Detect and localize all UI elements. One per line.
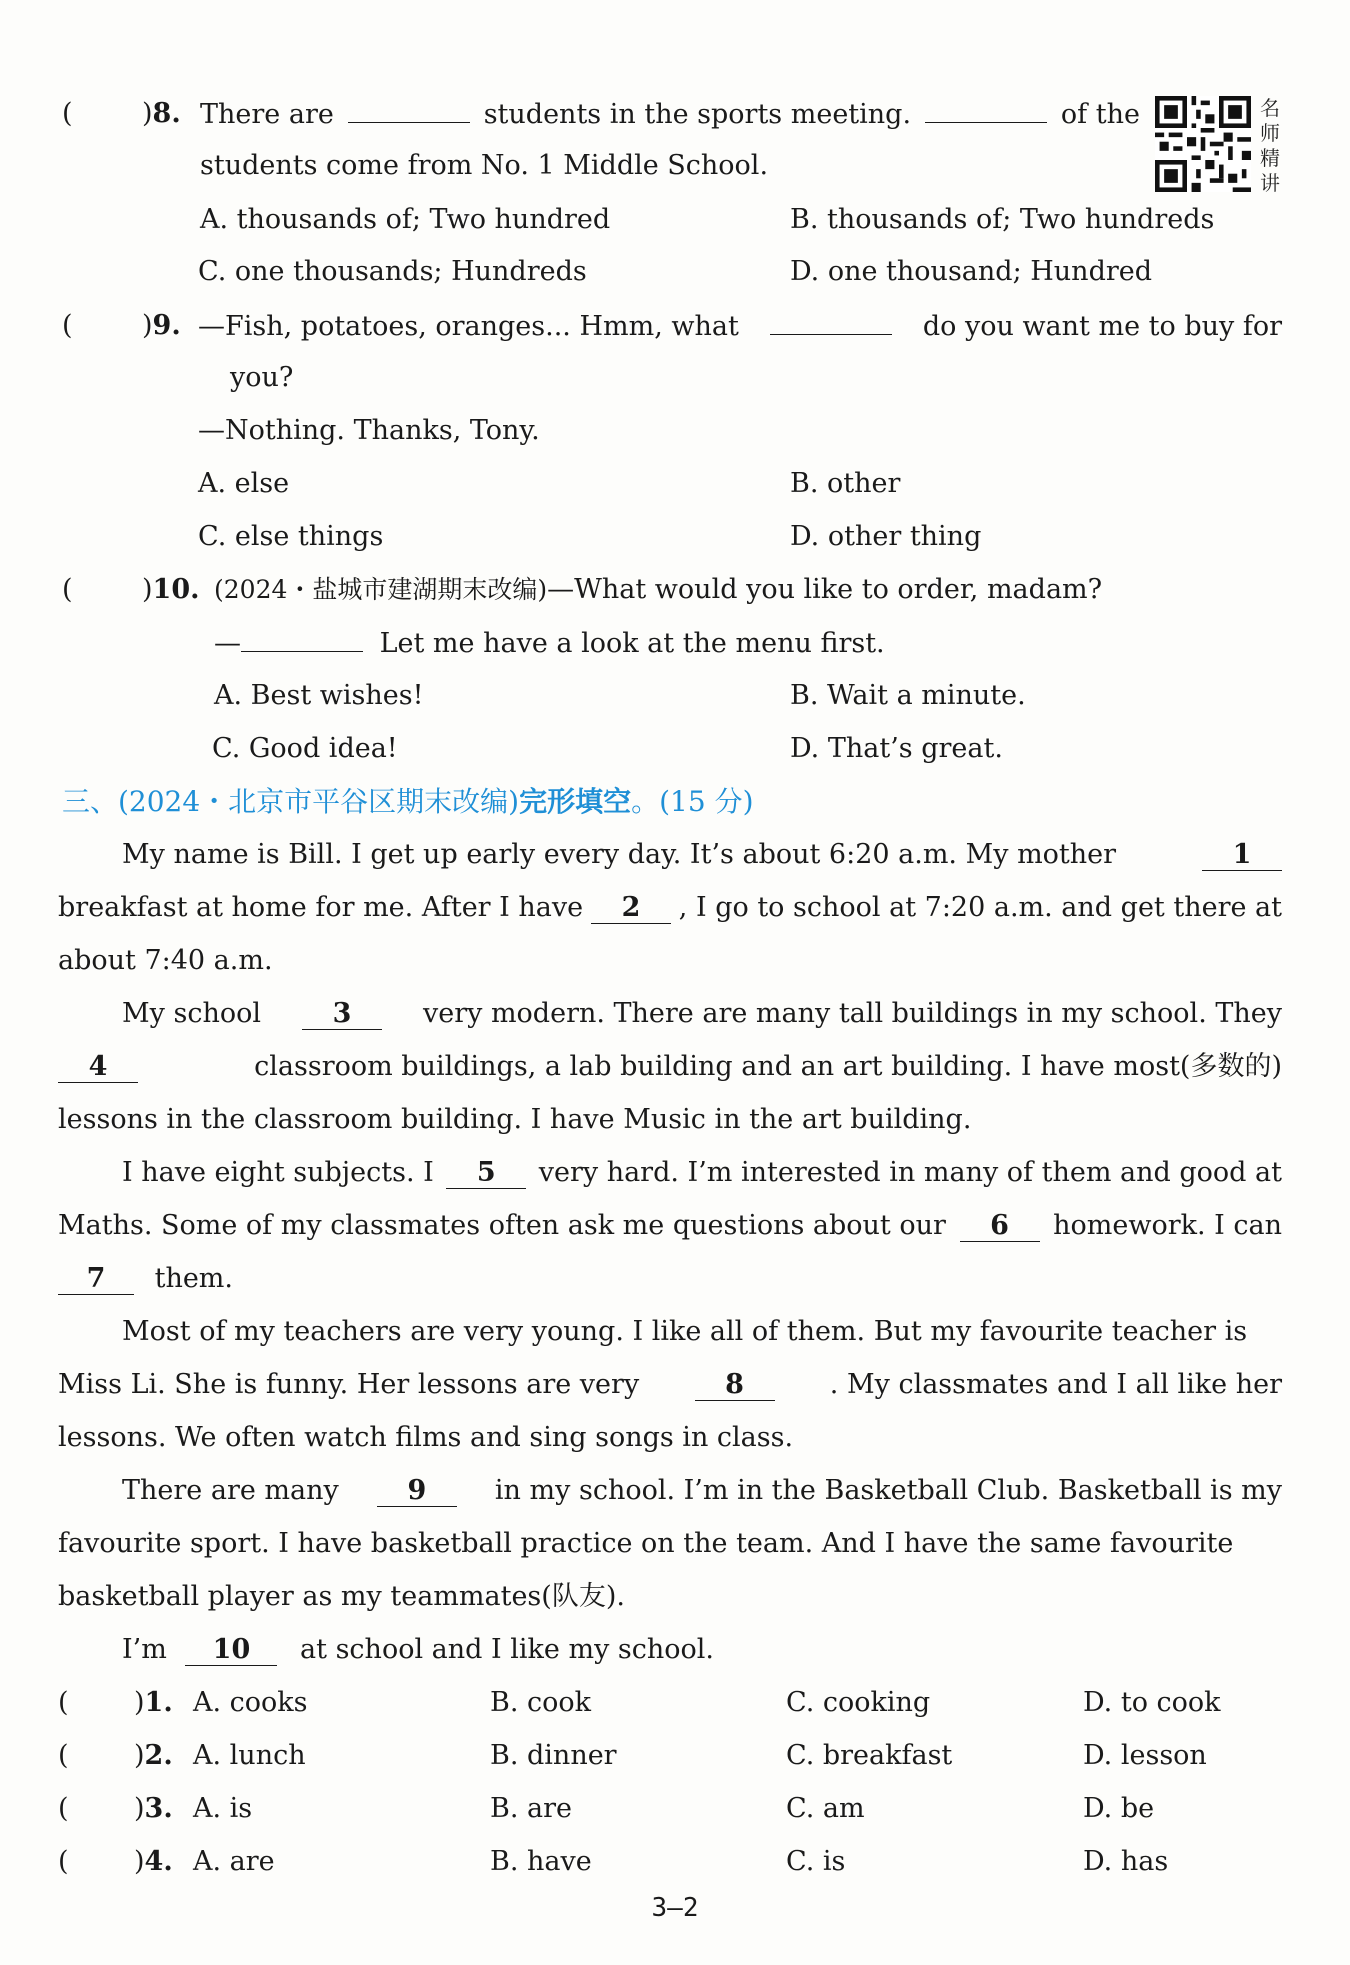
answer-paren-close: )9. xyxy=(142,310,181,341)
text: Maths. Some of my classmates often ask me questions about our xyxy=(58,1210,946,1241)
answer-paren-close: )1. xyxy=(134,1687,173,1718)
passage-line xyxy=(58,1524,1282,1564)
text: Let me have a look at the menu first. xyxy=(379,628,885,659)
question-10-line-2 xyxy=(214,623,885,663)
passage-line xyxy=(122,994,1282,1034)
cloze-blank-5[interactable]: 5 xyxy=(446,1158,526,1189)
passage-line xyxy=(122,835,1282,875)
passage-line: lessons. We often watch films and sing songs in class. xyxy=(58,1422,794,1453)
answer-paren-close: )2. xyxy=(134,1740,173,1771)
option-b: B. are xyxy=(490,1793,572,1824)
cloze-blank-3[interactable]: 3 xyxy=(302,999,382,1030)
section-score: 。(15 分) xyxy=(631,785,754,818)
cloze-blank-6[interactable]: 6 xyxy=(960,1211,1040,1242)
option-b: B. have xyxy=(490,1846,592,1877)
option-d: D. to cook xyxy=(1083,1687,1221,1718)
qr-label xyxy=(1258,96,1282,196)
answer-paren-open: ( xyxy=(58,1687,69,1718)
cloze-blank-7[interactable]: 7 xyxy=(58,1264,134,1295)
passage-line xyxy=(58,1047,1282,1087)
answer-paren-open: ( xyxy=(62,574,73,605)
option-a: A. cooks xyxy=(193,1687,308,1718)
text: , I go to school at 7:20 a.m. and get there at xyxy=(678,892,1282,923)
text: — xyxy=(214,628,241,659)
text: There are many xyxy=(122,1475,339,1506)
question-9-line-1 xyxy=(198,306,1282,346)
text: Most of my teachers are very young. I like all of them. But my favourite teacher is xyxy=(122,1316,1248,1347)
text: students in the sports meeting. xyxy=(483,99,912,130)
answer-paren-open: ( xyxy=(58,1846,69,1877)
option-b: B. dinner xyxy=(490,1740,617,1771)
option-d: D. lesson xyxy=(1083,1740,1207,1771)
text: . My classmates and I all like her xyxy=(829,1369,1282,1400)
option-d: D. other thing xyxy=(790,521,982,552)
option-b: B. cook xyxy=(490,1687,591,1718)
qr-label-char: 名 xyxy=(1260,96,1280,120)
passage-line xyxy=(58,888,1282,928)
option-a: A. Best wishes! xyxy=(214,680,424,711)
passage-line: lessons in the classroom building. I have Music in the art building. xyxy=(58,1104,972,1135)
option-b: B. Wait a minute. xyxy=(790,680,1026,711)
option-c: C. am xyxy=(786,1793,865,1824)
passage-line xyxy=(122,1153,1282,1193)
text: homework. I can xyxy=(1053,1210,1282,1241)
question-8-line-2: students come from No. 1 Middle School. xyxy=(200,150,769,181)
text: at school and I like my school. xyxy=(300,1634,714,1665)
text: I have eight subjects. I xyxy=(122,1157,434,1188)
option-a: A. are xyxy=(193,1846,275,1877)
answer-blank[interactable] xyxy=(348,94,470,123)
text: My school xyxy=(122,998,261,1029)
question-source: (2024・盐城市建湖期末改编) xyxy=(214,575,548,604)
section-heading xyxy=(62,782,754,822)
answer-paren-close: )4. xyxy=(134,1846,173,1877)
text: of the xyxy=(1060,99,1140,130)
qr-code-icon[interactable] xyxy=(1155,96,1251,192)
option-b: B. thousands of; Two hundreds xyxy=(790,204,1215,235)
option-b: B. other xyxy=(790,468,901,499)
option-c: C. Good idea! xyxy=(212,733,398,764)
cloze-blank-1[interactable]: 1 xyxy=(1202,840,1282,871)
cloze-blank-4[interactable]: 4 xyxy=(58,1052,138,1083)
passage-line: basketball player as my teammates(队友). xyxy=(58,1581,625,1612)
option-c: C. breakfast xyxy=(786,1740,953,1771)
passage-line xyxy=(58,1206,1282,1246)
text: Miss Li. She is funny. Her lessons are very xyxy=(58,1369,640,1400)
answer-blank[interactable] xyxy=(241,623,363,652)
cloze-blank-9[interactable]: 9 xyxy=(377,1476,457,1507)
passage-line xyxy=(58,1365,1282,1405)
qr-label-char: 师 xyxy=(1260,121,1280,145)
passage-line xyxy=(122,1471,1282,1511)
option-c: C. cooking xyxy=(786,1687,931,1718)
text: them. xyxy=(154,1263,233,1294)
answer-paren-close: )3. xyxy=(134,1793,173,1824)
page-number: 3—2 xyxy=(651,1893,699,1923)
option-a: A. thousands of; Two hundred xyxy=(200,204,611,235)
text: There are xyxy=(200,99,334,130)
cloze-blank-10[interactable]: 10 xyxy=(185,1635,277,1666)
option-d: D. one thousand; Hundred xyxy=(790,256,1153,287)
answer-blank[interactable] xyxy=(925,94,1047,123)
text: breakfast at home for me. After I have xyxy=(58,892,584,923)
qr-label-char: 讲 xyxy=(1260,171,1280,195)
passage-line xyxy=(58,1259,233,1299)
qr-label-char: 精 xyxy=(1260,146,1280,170)
answer-paren-close: )8. xyxy=(142,98,181,129)
option-c: C. one thousands; Hundreds xyxy=(198,256,587,287)
answer-paren-open: ( xyxy=(62,310,73,341)
passage-line: about 7:40 a.m. xyxy=(58,945,273,976)
answer-paren-open: ( xyxy=(58,1740,69,1771)
cloze-blank-8[interactable]: 8 xyxy=(695,1370,775,1401)
answer-paren-close: )10. xyxy=(142,574,200,605)
option-d: D. That’s great. xyxy=(790,733,1003,764)
text: classroom buildings, a lab building and an art building. I have most(多数的) xyxy=(254,1051,1282,1082)
passage-line xyxy=(122,1312,1282,1352)
section-title: 完形填空 xyxy=(519,785,632,818)
text: —What would you like to order, madam? xyxy=(547,574,1103,605)
option-d: D. be xyxy=(1083,1793,1155,1824)
option-a: A. is xyxy=(193,1793,253,1824)
answer-blank[interactable] xyxy=(770,306,892,335)
text: I’m xyxy=(122,1634,167,1665)
text: very modern. There are many tall buildings in my school. They xyxy=(422,998,1282,1029)
text: My name is Bill. I get up early every day. It’s about 6:20 a.m. My mother xyxy=(122,839,1117,870)
option-d: D. has xyxy=(1083,1846,1169,1877)
option-a: A. else xyxy=(198,468,290,499)
option-a: A. lunch xyxy=(193,1740,306,1771)
cloze-blank-2[interactable]: 2 xyxy=(591,893,671,924)
question-8-line-1 xyxy=(200,94,1140,134)
text: very hard. I’m interested in many of them and good at xyxy=(538,1157,1282,1188)
text: favourite sport. I have basketball practice on the team. And I have the same favourite xyxy=(58,1528,1234,1559)
passage-line xyxy=(122,1630,714,1670)
answer-paren-open: ( xyxy=(58,1793,69,1824)
answer-paren-open: ( xyxy=(62,98,73,129)
question-9-line-2: you? xyxy=(230,362,294,393)
option-c: C. is xyxy=(786,1846,846,1877)
question-10-line-1 xyxy=(214,570,1102,610)
text: —Fish, potatoes, oranges... Hmm, what xyxy=(198,311,739,342)
option-c: C. else things xyxy=(198,521,384,552)
question-9-line-3: —Nothing. Thanks, Tony. xyxy=(198,415,540,446)
section-source: 三、(2024・北京市平谷区期末改编) xyxy=(62,785,520,818)
text: in my school. I’m in the Basketball Club. Basketball is my xyxy=(494,1475,1282,1506)
text: do you want me to buy for xyxy=(922,311,1282,342)
